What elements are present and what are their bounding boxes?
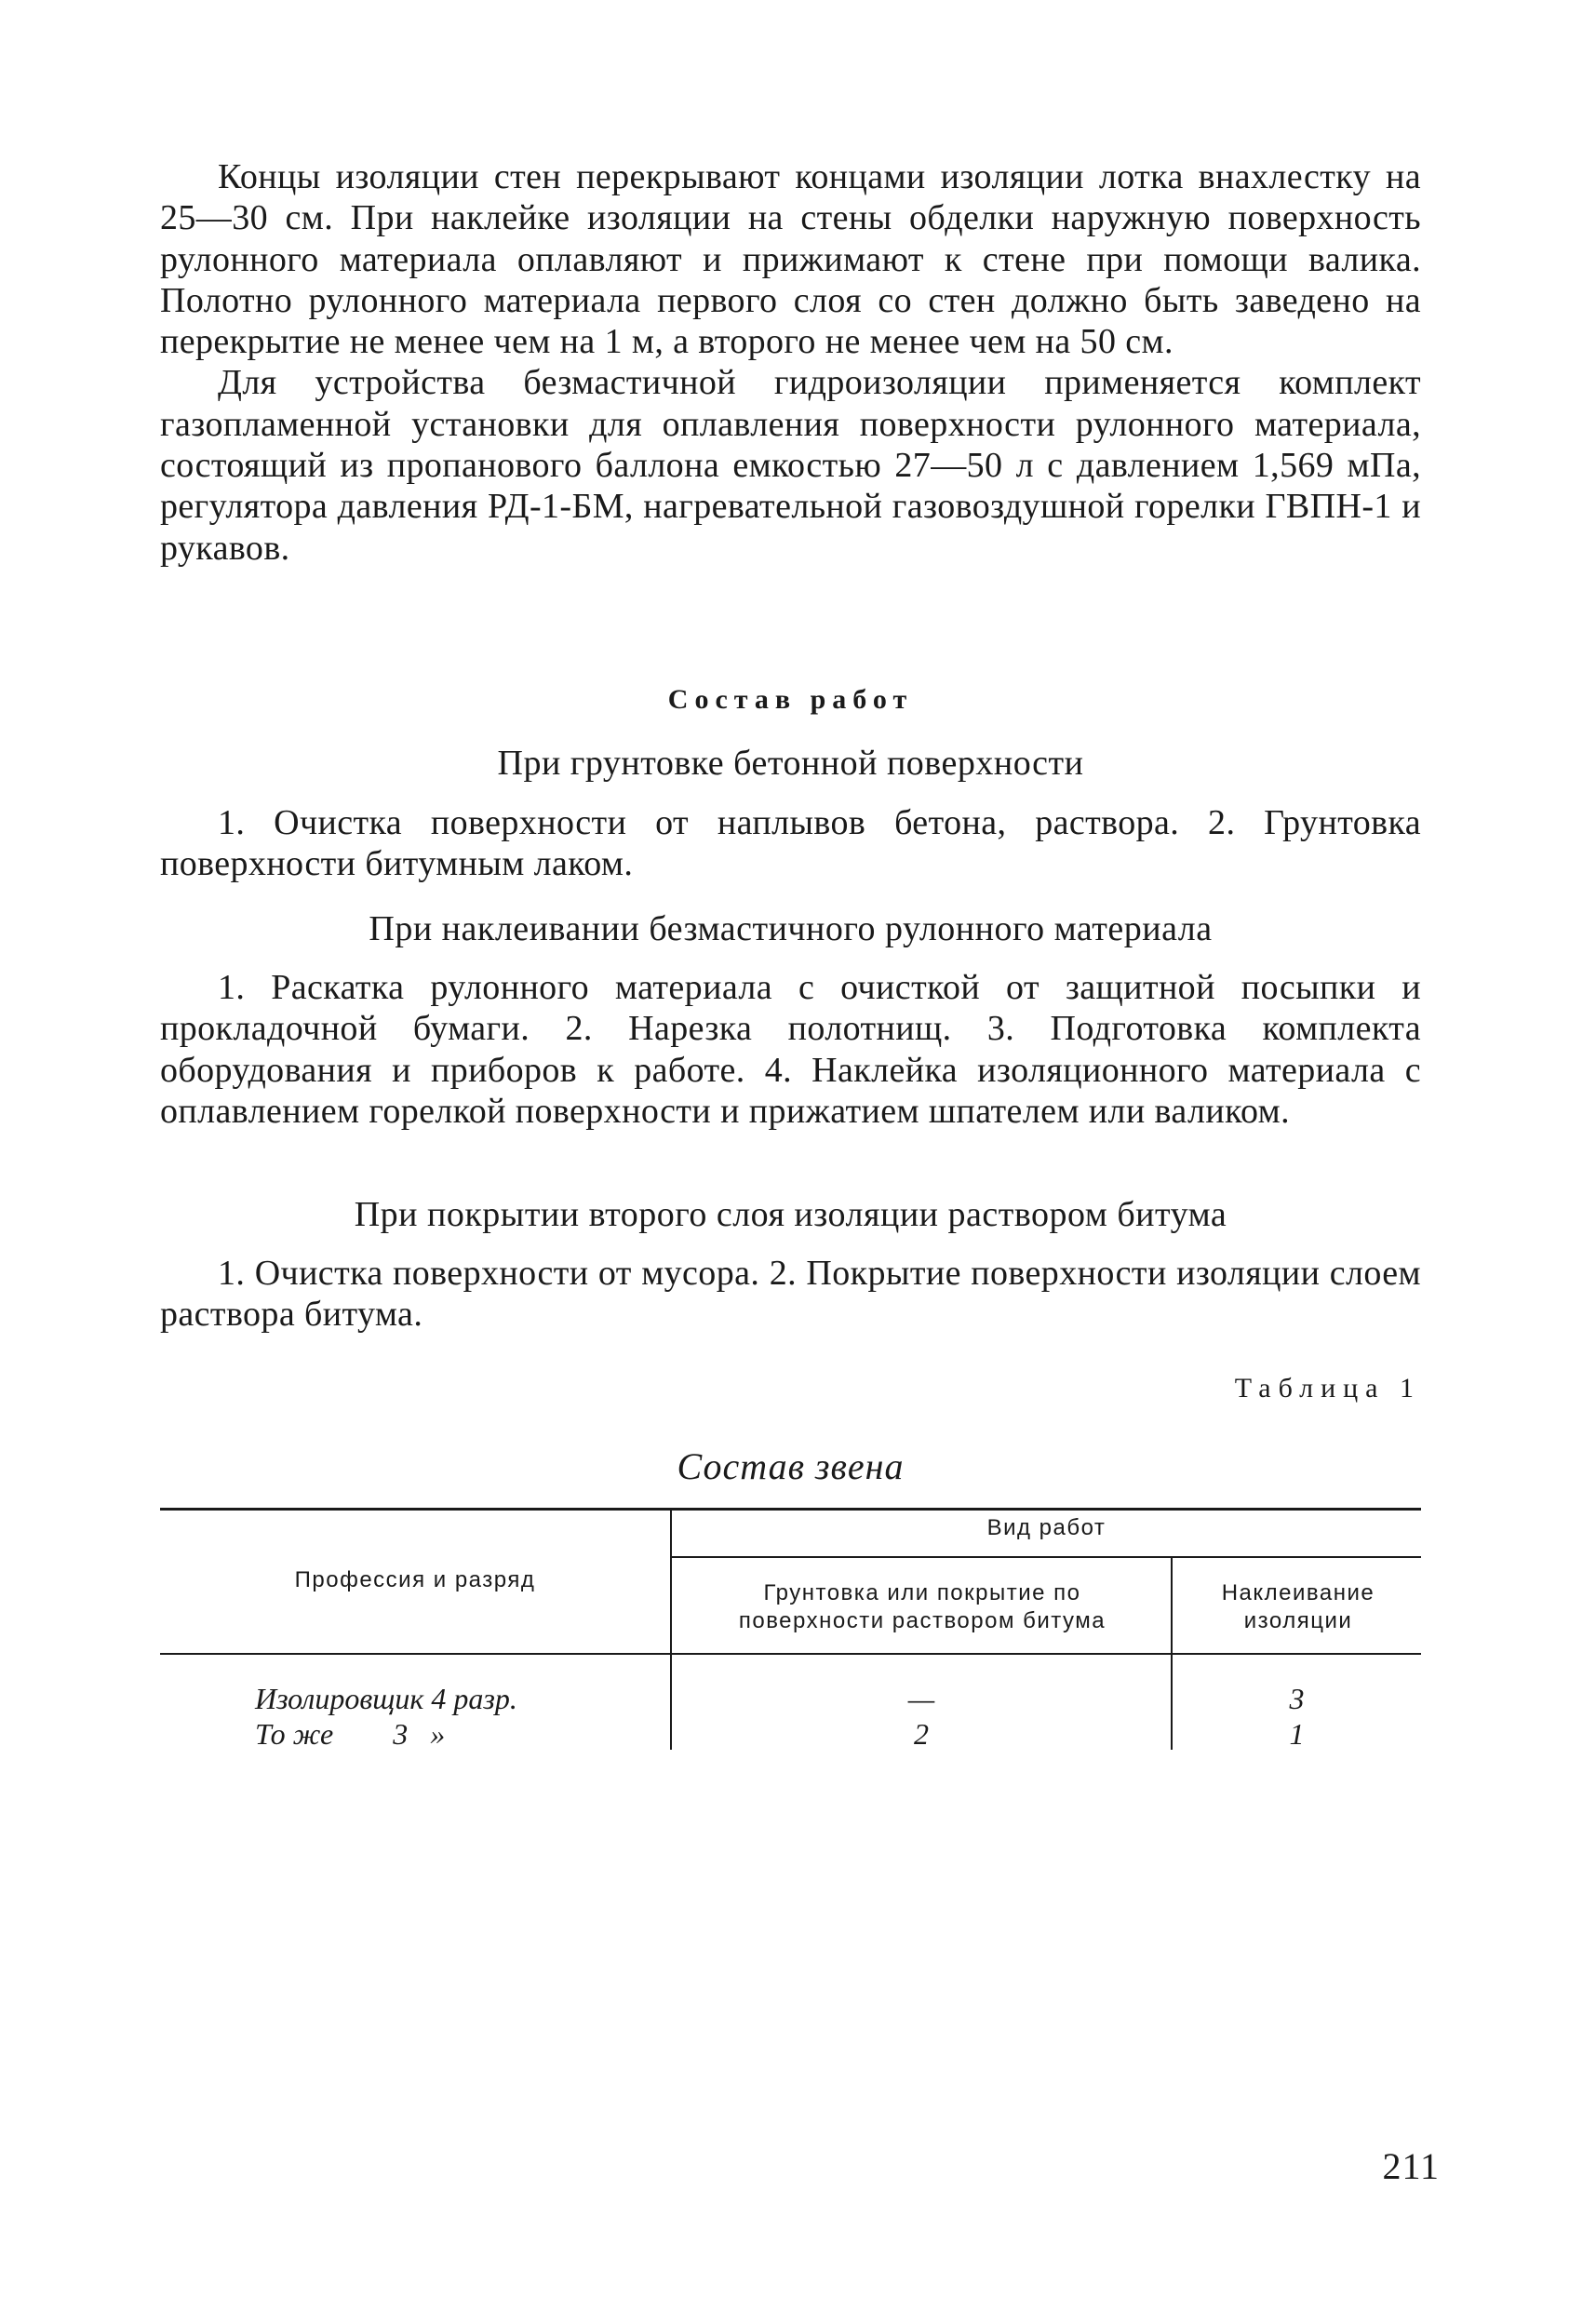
- subsection-text-2-wrap: [160, 967, 1421, 1132]
- subsection-title-3: При покрытии второго слоя изоляции раствором битума: [354, 1195, 1227, 1234]
- paragraph-1: Концы изоляции стен перекрывают концами изоляции лотка внахлестку на 25—30 см. При наклейке изоляции на стены обделки наружную поверхность рулонного материала оплавляют и прижимают к стене при помощи валика. Полотно рулонного материала первого слоя со стен должно быть заведено на перекрытие не менее чем на 1 м, а второго не менее чем на 50 см.: [160, 157, 1421, 362]
- header-work-type: Вид работ: [986, 1515, 1106, 1540]
- header-col2: Наклеивание изоляции: [1221, 1580, 1375, 1633]
- subsection-text-2: 1. Раскатка рулонного материала с очисткой от защитной посыпки и прокладочной бумаги. 2. Нарезка полотнищ. 3. Подготовка комплекта оборудования и приборов к работе. 4. Наклейка изоляционного материала с оплавлением горелкой поверхности и прижатием шпателем или валиком.: [160, 968, 1421, 1131]
- row2-profession: То же 3 »: [255, 1717, 446, 1751]
- row1-profession: Изолировщик 4 разр.: [255, 1682, 517, 1715]
- table-header-rule: [160, 1653, 1421, 1655]
- header-col1: Грунтовка или покрытие по поверхности раствором битума: [738, 1580, 1106, 1633]
- table-caption: Состав звена: [677, 1445, 905, 1487]
- subsection-text-3-wrap: [160, 1253, 1421, 1336]
- section-title: Состав работ: [667, 684, 914, 715]
- table-mid-rule: [672, 1556, 1421, 1558]
- intro-text: [160, 156, 1421, 569]
- table-top-rule: [160, 1508, 1421, 1511]
- subsection-title-1: При грунтовке бетонной поверхности: [497, 744, 1084, 783]
- subsection-title-2: При наклеивании безмастичного рулонного материала: [369, 909, 1213, 948]
- subsection-text-3: 1. Очистка поверхности от мусора. 2. Покрытие поверхности изоляции слоем раствора битума.: [160, 1254, 1421, 1335]
- table-label: Таблица 1: [1234, 1373, 1421, 1403]
- paragraph-2: Для устройства безмастичной гидроизоляции применяется комплект газопламенной установки для оплавления поверхности рулонного материала, состоящий из пропанового баллона емкостью 27—50 л с давлением 1,569 мПа, регулятора давления РД-1-БМ, нагревательной газовоздушной горелки ГВПН-1 и рукавов.: [160, 363, 1421, 568]
- row1-col1: —: [907, 1682, 935, 1715]
- subsection-text-1-wrap: [160, 802, 1421, 885]
- subsection-text-1: 1. Очистка поверхности от наплывов бетона, раствора. 2. Грунтовка поверхности битумным лаком.: [160, 803, 1421, 884]
- row2-col2: 1: [1289, 1717, 1305, 1751]
- row1-col2: 3: [1289, 1682, 1305, 1715]
- page-number: 211: [1382, 2145, 1440, 2187]
- row2-col1: 2: [914, 1717, 929, 1751]
- header-profession: Профессия и разряд: [294, 1567, 536, 1592]
